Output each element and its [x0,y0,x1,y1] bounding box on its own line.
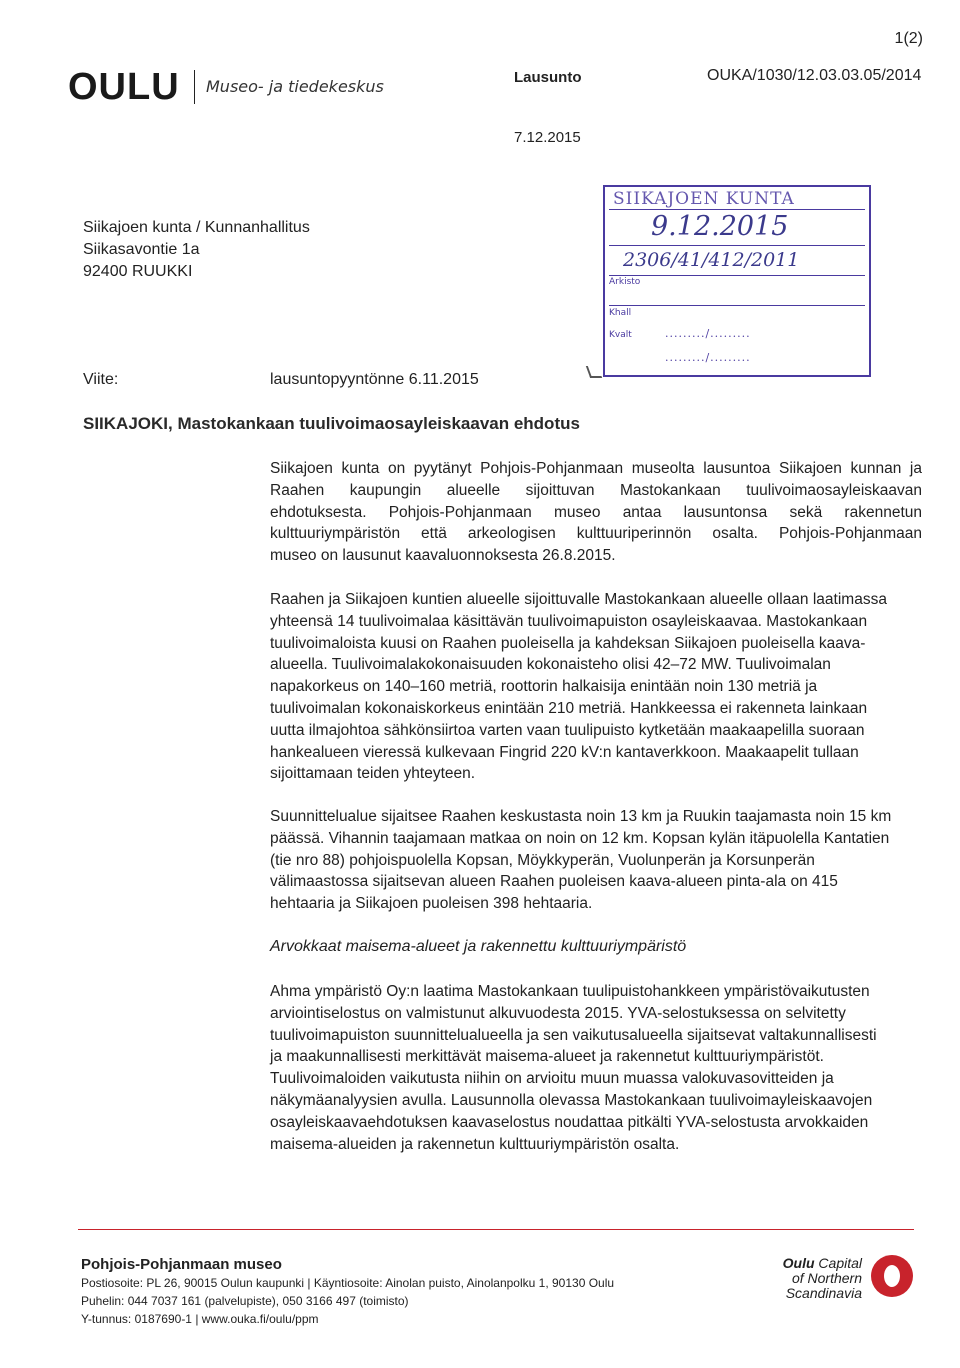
paragraph-4 [270,981,922,1155]
text-line: näkymäanalyysien avulla. Lausunnolla olevassa Mastokankaan tuulivoimayleiskaavojen [270,1091,873,1109]
text-line: Ahma ympäristö Oy:n laatima Mastokankaan tuulipuistohankkeen ympäristövaikutusten [270,983,870,1000]
footer-divider [78,1229,914,1230]
text-line: maisema-alueiden ja rakennetun kulttuuriympäristön osalta. [270,1135,680,1153]
logo-divider [194,70,195,104]
footer-business-id: Y-tunnus: 0187690-1 | www.ouka.fi/oulu/ppm [81,1312,319,1326]
text-line: ehdotuksesta. Pohjois-Pohjanmaan museo antaa lausuntonsa sekä rakennetun [270,503,922,521]
address-line: Siikasavontie 1a [83,241,200,258]
text-line: hehtaaria ja Siikajoen puoleisen 398 hehtaaria. [270,895,593,913]
stamp-dots: ........./......... [665,327,751,340]
text-line: tuulivoimapuiston suunnittelualueella ja sen vaikutusalueella sijaitsevat valtakunnallisesti [270,1026,877,1044]
stamp-reg-number: 2306/41/412/2011 [623,249,800,271]
slogan-line: of Northern [791,1270,862,1286]
section-subheading: Arvokkaat maisema-alueet ja rakennettu kulttuuriympäristö [270,938,687,955]
text-line: Raahen ja Siikajoen kuntien alueelle sijoittuvalle Mastokankaan alueelle ollaan laatimassa [270,591,887,608]
reference-label: Viite: [83,371,119,388]
stamp-kvalt-label: Kvalt [609,330,632,340]
paragraph-1 [270,458,922,567]
stamp-dots: ........./......... [665,351,751,364]
document-date: 7.12.2015 [514,129,581,146]
oulu-o-logo-icon [870,1254,914,1298]
text-line: osayleiskaavaehdotuksen kaavaselostus noudattaa pitkälti YVA-selostusta arvokkaiden [270,1113,869,1131]
text-line: päässä. Vihannin taajamaan matkaa on noin on 12 km. Kopsan kylän itäpuolella Kantatien [270,829,890,847]
text-line: välimaastossa sijaitsevan alueen Raahen puoleisen kaava-alueen pinta-ala on 415 [270,873,838,891]
text-line: sijoittamaan teiden yhteyteen. [270,765,476,783]
stamp-rule [609,275,865,276]
footer-phone: Puhelin: 044 7037 161 (palvelupiste), 050 3166 497 (toimisto) [81,1294,409,1308]
text-line: hankealueen vieressä kulkevaan Fingrid 220 kV:n kantaverkkoon. Maakaapelit tullaan [270,743,859,761]
text-line: Siikajoen kunta on pyytänyt Pohjois-Pohjanmaan museolta lausuntoa Siikajoen kunnan ja [270,460,922,477]
text-line: tuulivoimaloista kuusi on Raahen puoleisella ja kahdeksan Siikajoen puoleisella kaava- [270,634,866,652]
address-line: Siikajoen kunta / Kunnanhallitus [83,219,310,236]
document-reference: OUKA/1030/12.03.03.05/2014 [707,67,922,84]
slogan-word: Oulu [782,1255,815,1271]
text-line: uutta ilmajohtoa sähkönsiirtoa varten vaan tuulipuisto kytketään maakaapelilla suoraan [270,721,865,739]
paragraph-3 [270,806,922,915]
text-line: kulttuuriympäristön että arkeologisen kulttuuriperinnön osalta. Pohjois-Pohjanmaan [270,525,922,543]
stamp-rule [609,209,865,210]
page-number: 1(2) [894,30,923,47]
slogan-word: Capital [814,1255,862,1271]
text-line: ja maakunnallisesti merkittävät maisema-alueet ja rakennetut kulttuuriympäristöt. [270,1048,824,1066]
text-line: napakorkeus on 140–160 metriä, roottorin halkaisija enintään noin 130 metriä ja [270,678,818,696]
text-line: Tuulivoimaloiden vaikutusta niihin on arvioitu muun muassa valokuvasovitteiden ja [270,1070,834,1088]
text-line: arviointiselostus on valmistunut alkuvuodesta 2015. YVA-selostuksessa on selvitetty [270,1004,846,1022]
document-title: SIIKAJOKI, Mastokankaan tuulivoimaosayleiskaavan ehdotus [83,414,580,433]
corner-mark [586,366,602,378]
oulu-logo: OULU [68,66,180,108]
stamp-title: SIIKAJOEN KUNTA [613,189,795,209]
paragraph-2 [270,589,922,785]
stamp-date: 9.12.2015 [651,211,789,242]
text-line: yhteensä 14 tuulivoimalaa käsittävän tuulivoimapuiston osayleiskaavaa. Mastokankaan [270,612,868,630]
text-line: museo on lausunut kaavaluonnoksesta 26.8.2015. [270,547,616,565]
oulu-slogan [770,1256,862,1301]
document-type: Lausunto [514,69,582,86]
text-line: (tie nro 88) pohjoispuolella Kopsan, Möykkyperän, Vuolunperän ja Korsunperän [270,851,815,869]
slogan-line: Scandinavia [785,1285,862,1301]
address-line: 92400 RUUKKI [83,263,193,280]
text-line: alueella. Tuulivoimalakokonaisuuden kokonaisteho olisi 42–72 MW. Tuulivoimalan [270,656,831,674]
stamp-archive-label: Arkisto [609,277,641,287]
recipient-address [83,217,310,283]
text-line: Suunnittelualue sijaitsee Raahen keskustasta noin 13 km ja Ruukin taajamasta noin 15 km [270,808,892,825]
text-line: Raahen kaupungin alueelle sijoittuvan Mastokankaan tuulivoimaosayleiskaavan [270,481,922,499]
reference-value: lausuntopyyntönne 6.11.2015 [270,371,479,388]
text-line: tuulivoimalan kokonaiskorkeus enintään 210 metriä. Hankkeessa ei rakenneta lainkaan [270,699,868,717]
received-stamp [603,185,871,377]
stamp-rule [609,245,865,246]
footer-org-name: Pohjois-Pohjanmaan museo [81,1256,282,1273]
stamp-khall-label: Khall [609,308,632,318]
footer-address: Postiosoite: PL 26, 90015 Oulun kaupunki | Käyntiosoite: Ainolan puisto, Ainolanpolku 1, 90130 Oulu [81,1276,615,1290]
logo-subtitle: Museo- ja tiedekeskus [206,77,384,96]
stamp-rule [609,305,865,306]
